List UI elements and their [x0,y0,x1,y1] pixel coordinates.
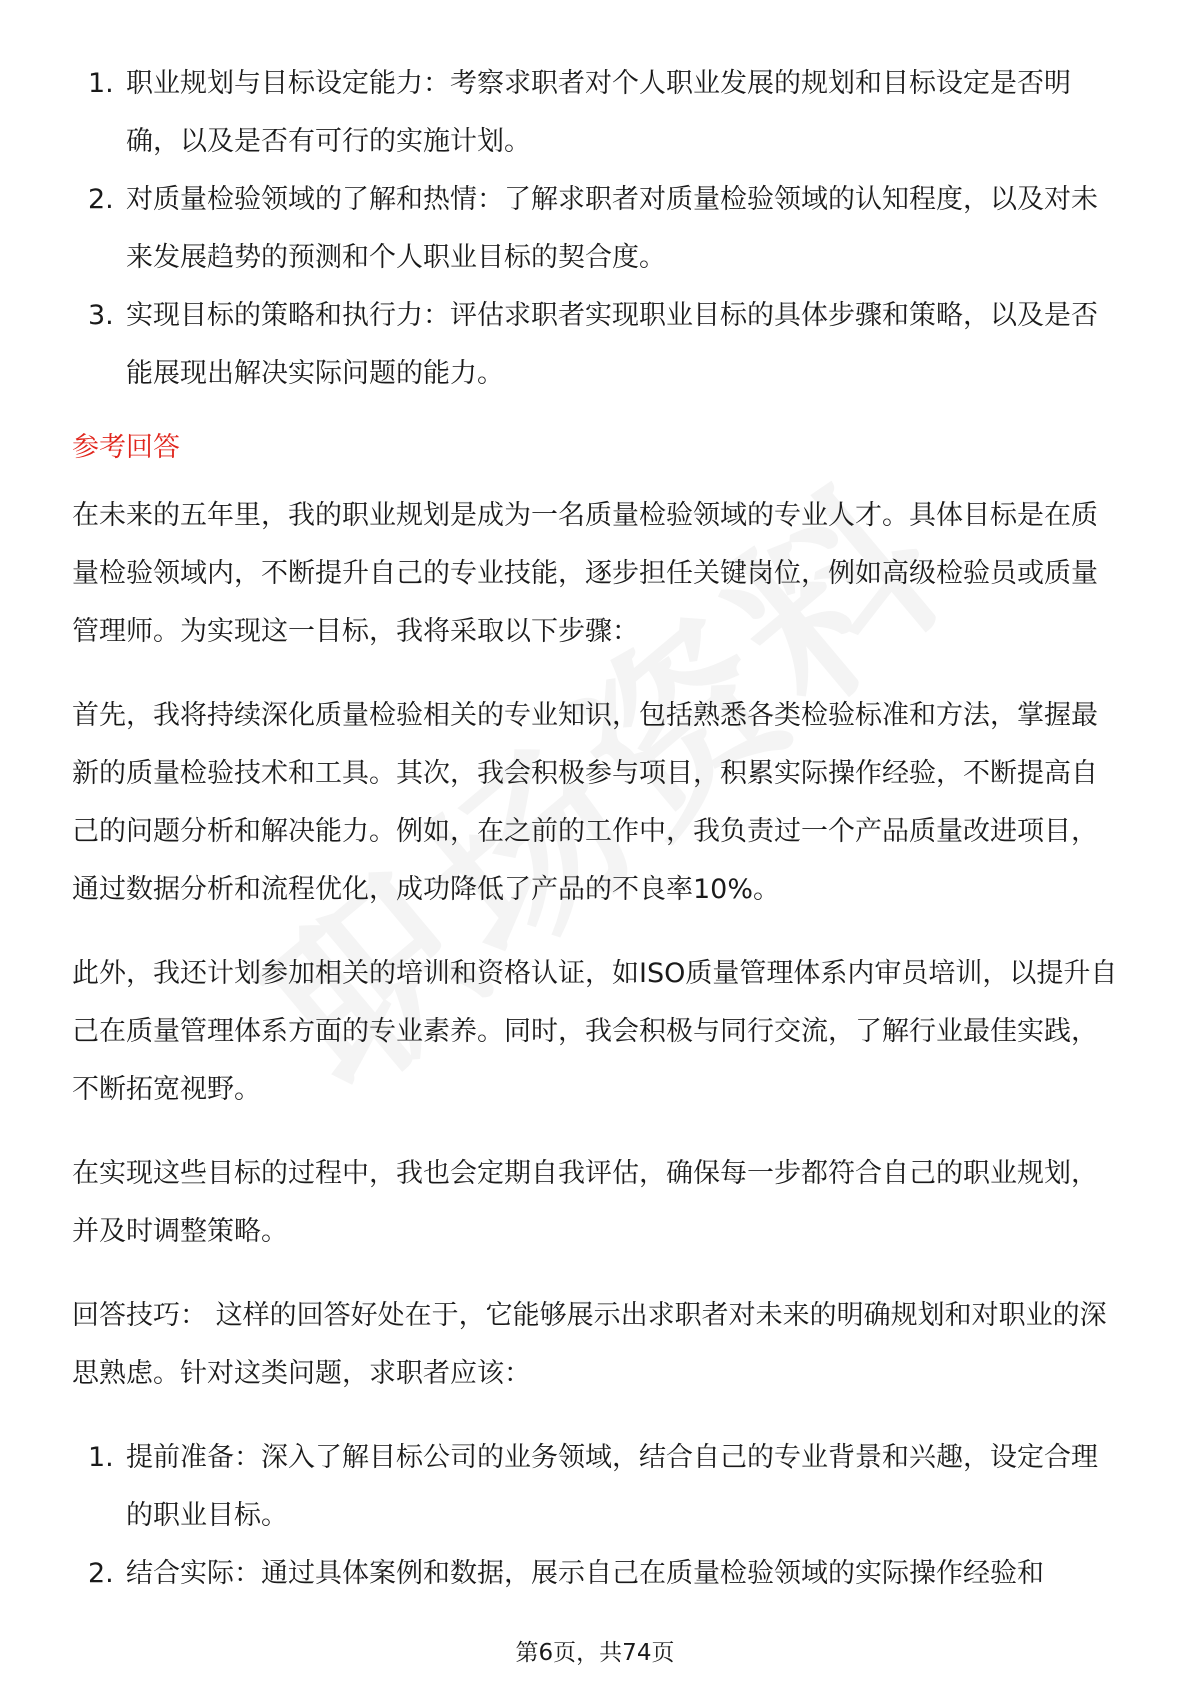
document-body [72,55,1122,1603]
section-title: 参考回答 [72,432,180,463]
list-number: 1. [88,68,114,99]
list-item-text: 提前准备：深入了解目标公司的业务领域，结合自己的专业背景和兴趣，设定合理的职业目标。 [126,1442,1098,1531]
list-item [72,55,1122,171]
list-item [72,1545,1122,1603]
list-item [72,1429,1122,1545]
list-number: 2. [88,1558,114,1589]
list-item-text: 结合实际：通过具体案例和数据，展示自己在质量检验领域的实际操作经验和 [126,1558,1044,1589]
list-number: 3. [88,300,114,331]
paragraph: 回答技巧： 这样的回答好处在于，它能够展示出求职者对未来的明确规划和对职业的深思熟虑。针对这类问题，求职者应该： [72,1300,1107,1389]
list-number: 1. [88,1442,114,1473]
paragraph: 首先，我将持续深化质量检验相关的专业知识，包括熟悉各类检验标准和方法，掌握最新的质量检验技术和工具。其次，我会积极参与项目，积累实际操作经验，不断提高自己的问题分析和解决能力。例如，在之前的工作中，我负责过一个产品质量改进项目，通过数据分析和流程优化，成功降低了产品的不良率10%。 [72,700,1098,905]
list-item [72,171,1122,287]
evaluation-criteria-list [72,55,1122,403]
list-item-text: 实现目标的策略和执行力：评估求职者实现职业目标的具体步骤和策略，以及是否能展现出解决实际问题的能力。 [126,300,1098,389]
paragraph: 此外，我还计划参加相关的培训和资格认证，如ISO质量管理体系内审员培训，以提升自己在质量管理体系方面的专业素养。同时，我会积极与同行交流，了解行业最佳实践，不断拓宽视野。 [72,958,1118,1105]
list-number: 2. [88,184,114,215]
list-item-text: 对质量检验领域的了解和热情：了解求职者对质量检验领域的认知程度，以及对未来发展趋势的预测和个人职业目标的契合度。 [126,184,1098,273]
list-item [72,287,1122,403]
list-item-text: 职业规划与目标设定能力：考察求职者对个人职业发展的规划和目标设定是否明确，以及是否有可行的实施计划。 [126,68,1071,157]
paragraph: 在未来的五年里，我的职业规划是成为一名质量检验领域的专业人才。具体目标是在质量检验领域内，不断提升自己的专业技能，逐步担任关键岗位，例如高级检验员或质量管理师。为实现这一目标，我将采取以下步骤： [72,500,1098,647]
paragraph: 在实现这些目标的过程中，我也会定期自我评估，确保每一步都符合自己的职业规划，并及时调整策略。 [72,1158,1098,1247]
tips-list [72,1429,1122,1603]
page-footer: 第6页，共74页 [515,1640,675,1666]
